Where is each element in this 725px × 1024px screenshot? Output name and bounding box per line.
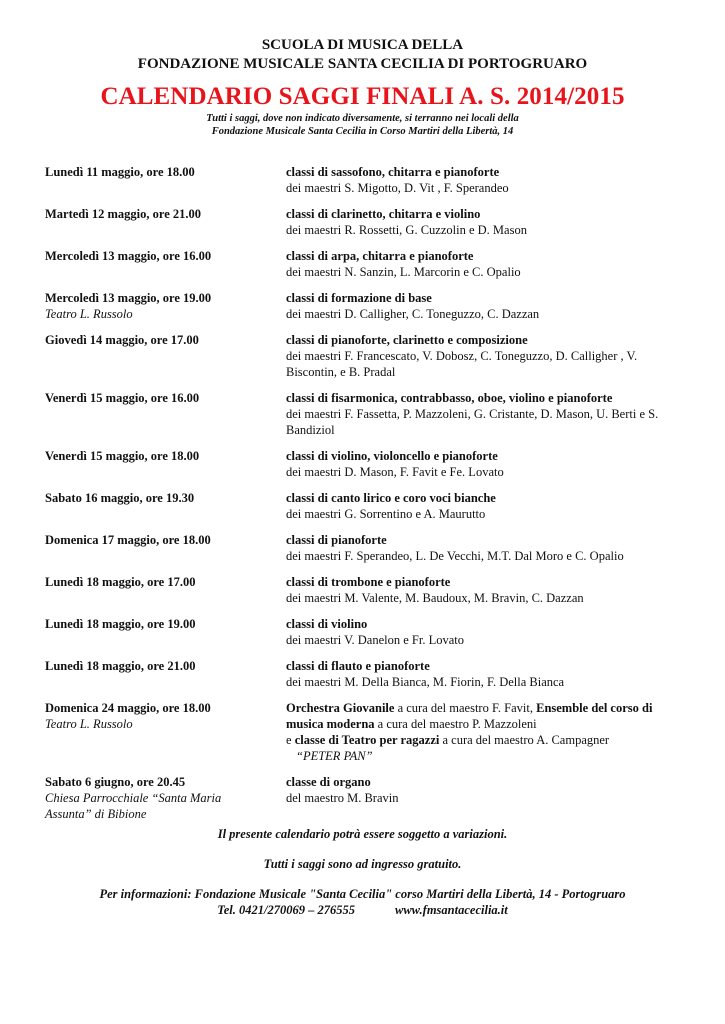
theatre-class-name: classe di Teatro per ragazzi xyxy=(294,733,440,747)
event-venue: Teatro L. Russolo xyxy=(45,717,133,731)
event-what xyxy=(286,700,685,764)
event-date: Venerdì 15 maggio, ore 18.00 xyxy=(45,449,200,463)
event-teachers: dei maestri F. Francescato, V. Dobosz, C. Toneguzzo, D. Calligher , V. Biscontin, e B. Pradal xyxy=(286,349,638,379)
event-row-last xyxy=(45,774,685,822)
event-teachers: dei maestri F. Fassetta, P. Mazzoleni, G. Cristante, D. Mason, U. Berti e S. Bandiziol xyxy=(286,407,659,437)
event-what xyxy=(286,290,685,322)
event-when xyxy=(45,616,286,648)
event-date: Lunedì 18 maggio, ore 19.00 xyxy=(45,617,196,631)
website-link[interactable]: www.fmsantacecilia.it xyxy=(395,903,508,917)
event-teachers: dei maestri M. Della Bianca, M. Fiorin, F. Della Bianca xyxy=(286,675,565,689)
event-classes: classi di formazione di base xyxy=(286,291,432,305)
event-teachers: dei maestri F. Sperandeo, L. De Vecchi, M.T. Dal Moro e C. Opalio xyxy=(286,549,624,563)
event-row xyxy=(45,658,685,690)
phone-numbers: Tel. 0421/270069 – 276555 xyxy=(217,903,355,917)
event-when xyxy=(45,390,286,438)
event-classes: classi di pianoforte, clarinetto e composizione xyxy=(286,333,528,347)
event-classes: classi di trombone e pianoforte xyxy=(286,575,451,589)
event-classes: classi di canto lirico e coro voci bianche xyxy=(286,491,496,505)
orchestra-name: Orchestra Giovanile xyxy=(286,701,395,715)
event-what xyxy=(286,574,685,606)
connector-text: e xyxy=(286,733,295,747)
event-date: Sabato 16 maggio, ore 19.30 xyxy=(45,491,195,505)
page-title: CALENDARIO SAGGI FINALI A. S. 2014/2015 xyxy=(100,83,625,110)
event-when xyxy=(45,164,286,196)
event-venue: Teatro L. Russolo xyxy=(45,307,133,321)
event-row xyxy=(45,574,685,606)
event-date: Domenica 24 maggio, ore 18.00 xyxy=(45,701,211,715)
event-teachers: dei maestri G. Sorrentino e A. Maurutto xyxy=(286,507,486,521)
event-when xyxy=(45,700,286,764)
event-row xyxy=(45,206,685,238)
show-title: “PETER PAN” xyxy=(296,749,373,763)
event-what xyxy=(286,774,685,822)
event-classes: classi di clarinetto, chitarra e violino xyxy=(286,207,481,221)
regular-events xyxy=(45,164,685,690)
event-when xyxy=(45,574,286,606)
event-teachers: dei maestri R. Rossetti, G. Cuzzolin e D. Mason xyxy=(286,223,527,237)
event-row xyxy=(45,290,685,322)
event-row xyxy=(45,332,685,380)
contact-info: Per informazioni: Fondazione Musicale "Santa Cecilia" corso Martiri della Libertà, 14 - Portogruaro xyxy=(99,887,626,901)
event-date: Venerdì 15 maggio, ore 16.00 xyxy=(45,391,200,405)
ensemble-teacher: a cura del maestro P. Mazzoleni xyxy=(374,717,537,731)
event-row xyxy=(45,390,685,438)
event-row xyxy=(45,448,685,480)
event-what xyxy=(286,390,685,438)
event-teachers: dei maestri S. Migotto, D. Vit , F. Sperandeo xyxy=(286,181,509,195)
event-classes: classi di fisarmonica, contrabbasso, oboe, violino e pianoforte xyxy=(286,391,613,405)
event-when xyxy=(45,774,286,822)
event-when xyxy=(45,206,286,238)
theatre-teacher: a cura del maestro A. Campagner xyxy=(439,733,610,747)
document-footer xyxy=(0,826,725,918)
event-classes: classi di violino, violoncello e pianoforte xyxy=(286,449,498,463)
event-teachers: dei maestri D. Calligher, C. Toneguzzo, C. Dazzan xyxy=(286,307,540,321)
event-teachers: dei maestri N. Sanzin, L. Marcorin e C. Opalio xyxy=(286,265,521,279)
event-when xyxy=(45,448,286,480)
event-date: Mercoledì 13 maggio, ore 16.00 xyxy=(45,249,212,263)
contact-line xyxy=(0,902,725,918)
event-classes: classi di pianoforte xyxy=(286,533,387,547)
event-when xyxy=(45,532,286,564)
event-what xyxy=(286,206,685,238)
event-row xyxy=(45,490,685,522)
event-what xyxy=(286,616,685,648)
event-row xyxy=(45,248,685,280)
event-row-special xyxy=(45,700,685,764)
event-date: Sabato 6 giugno, ore 20.45 xyxy=(45,775,186,789)
event-row xyxy=(45,164,685,196)
event-when xyxy=(45,490,286,522)
event-date: Giovedì 14 maggio, ore 17.00 xyxy=(45,333,199,347)
event-date: Lunedì 18 maggio, ore 17.00 xyxy=(45,575,196,589)
event-teachers: dei maestri V. Danelon e Fr. Lovato xyxy=(286,633,464,647)
event-what xyxy=(286,490,685,522)
event-when xyxy=(45,248,286,280)
subtitle-line-2: Fondazione Musicale Santa Cecilia in Corso Martiri della Libertà, 14 xyxy=(211,126,514,137)
event-venue: Chiesa Parrocchiale “Santa Maria Assunta” di Bibione xyxy=(45,791,222,821)
variation-note: Il presente calendario potrà essere soggetto a variazioni. xyxy=(217,827,508,841)
event-teachers: dei maestri M. Valente, M. Baudoux, M. Bravin, C. Dazzan xyxy=(286,591,584,605)
foundation-name: FONDAZIONE MUSICALE SANTA CECILIA DI PORTOGRUARO xyxy=(137,56,588,72)
event-row xyxy=(45,532,685,564)
ensemble-name: Ensemble del corso di musica moderna xyxy=(286,701,653,731)
event-date: Martedì 12 maggio, ore 21.00 xyxy=(45,207,201,221)
event-what xyxy=(286,164,685,196)
event-what xyxy=(286,332,685,380)
document-header xyxy=(0,36,725,138)
event-what xyxy=(286,248,685,280)
event-when xyxy=(45,332,286,380)
event-date: Mercoledì 13 maggio, ore 19.00 xyxy=(45,291,212,305)
event-what xyxy=(286,448,685,480)
event-teachers: dei maestri D. Mason, F. Favit e Fe. Lovato xyxy=(286,465,504,479)
orchestra-teacher: a cura del maestro F. Favit, xyxy=(394,701,537,715)
event-classes: classe di organo xyxy=(286,775,371,789)
event-classes: classi di violino xyxy=(286,617,368,631)
event-what xyxy=(286,658,685,690)
event-row xyxy=(45,616,685,648)
event-when xyxy=(45,658,286,690)
subtitle-line-1: Tutti i saggi, dove non indicato diversamente, si terranno nei locali della xyxy=(206,113,519,124)
event-date: Domenica 17 maggio, ore 18.00 xyxy=(45,533,211,547)
event-what xyxy=(286,532,685,564)
event-classes: classi di arpa, chitarra e pianoforte xyxy=(286,249,474,263)
event-when xyxy=(45,290,286,322)
event-date: Lunedì 18 maggio, ore 21.00 xyxy=(45,659,196,673)
event-teachers: del maestro M. Bravin xyxy=(286,791,399,805)
event-classes: classi di sassofono, chitarra e pianoforte xyxy=(286,165,500,179)
event-classes: classi di flauto e pianoforte xyxy=(286,659,430,673)
event-date: Lunedì 11 maggio, ore 18.00 xyxy=(45,165,195,179)
events-list xyxy=(45,164,685,832)
school-name: SCUOLA DI MUSICA DELLA xyxy=(261,37,464,53)
free-entry-note: Tutti i saggi sono ad ingresso gratuito. xyxy=(263,857,462,871)
